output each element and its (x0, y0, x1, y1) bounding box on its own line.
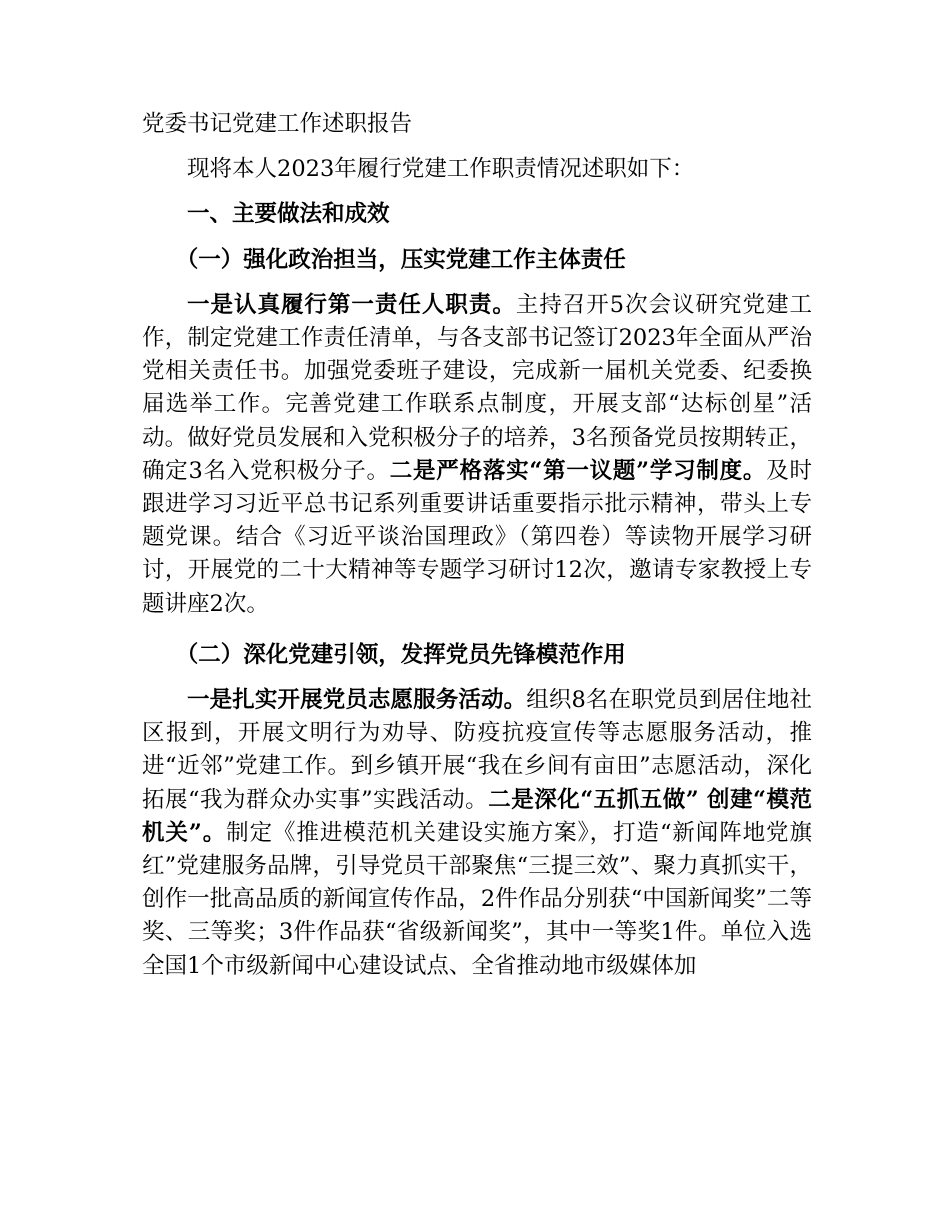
paragraph-1-lead-2: 二是严格落实“第一议题”学习制度。 (389, 457, 767, 484)
paragraph-1-text-1: 主持召开5次会议研究党建工作，制定党建工作责任清单，与各支部书记签订2023年全面从严治党相关责任书。加强党委班子建设，完成新一届机关党委、纪委换届选举工作。完善党建工作联系点制度，开展支部“达标创星”活动。做好党员发展和入党积极分子的培养，3名预备党员按期转正，确定3名入党积极分子。 (142, 291, 812, 484)
paragraph-2-text-2: 制定《推进模范机关建设实施方案》，打造“新闻阵地党旗红”党建服务品牌，引导党员干部聚焦“三提三效”、聚力真抓实干，创作一批高品质的新闻宣传作品，2件作品分别获“中国新闻奖”二等奖、三等奖；3件作品获“省级新闻奖”，其中一等奖1件。单位入选全国1个市级新闻中心建设试点、全省推动地市级媒体加 (142, 819, 812, 979)
section-heading-1: 一、主要做法和成效 (187, 201, 390, 228)
paragraph-2-lead-2: 二是深化“五抓五做” 创建“模范机关”。 (142, 786, 812, 846)
paragraph-2-lead-1: 一是扎实开展党员志愿服务活动。 (187, 687, 527, 714)
paragraph-2 (142, 684, 812, 983)
subsection-heading-2: （二）深化党建引领，发挥党员先锋模范作用 (175, 641, 626, 668)
document-title: 党委书记党建工作述职报告 (142, 111, 413, 137)
intro-paragraph: 现将本人2023年履行党建工作职责情况述职如下： (187, 156, 695, 183)
document-body (142, 108, 812, 995)
paragraph-1-text-2: 及时跟进学习习近平总书记系列重要讲话重要指示批示精神，带头上专题党课。结合《习近平谈治国理政》（第四卷）等读物开展学习研讨，开展党的二十大精神等专题学习研讨12次，邀请专家教授上专题讲座2次。 (142, 457, 812, 617)
paragraph-2-text-1: 组织8名在职党员到居住地社区报到，开展文明行为劝导、防疫抗疫宣传等志愿服务活动，推进“近邻”党建工作。到乡镇开展“我在乡间有亩田”志愿活动，深化拓展“我为群众办实事”实践活动。 (142, 687, 812, 813)
paragraph-1 (142, 289, 812, 621)
paragraph-1-lead-1: 一是认真履行第一责任人职责。 (187, 291, 516, 318)
subsection-heading-1: （一）强化政治担当，压实党建工作主体责任 (175, 246, 626, 273)
